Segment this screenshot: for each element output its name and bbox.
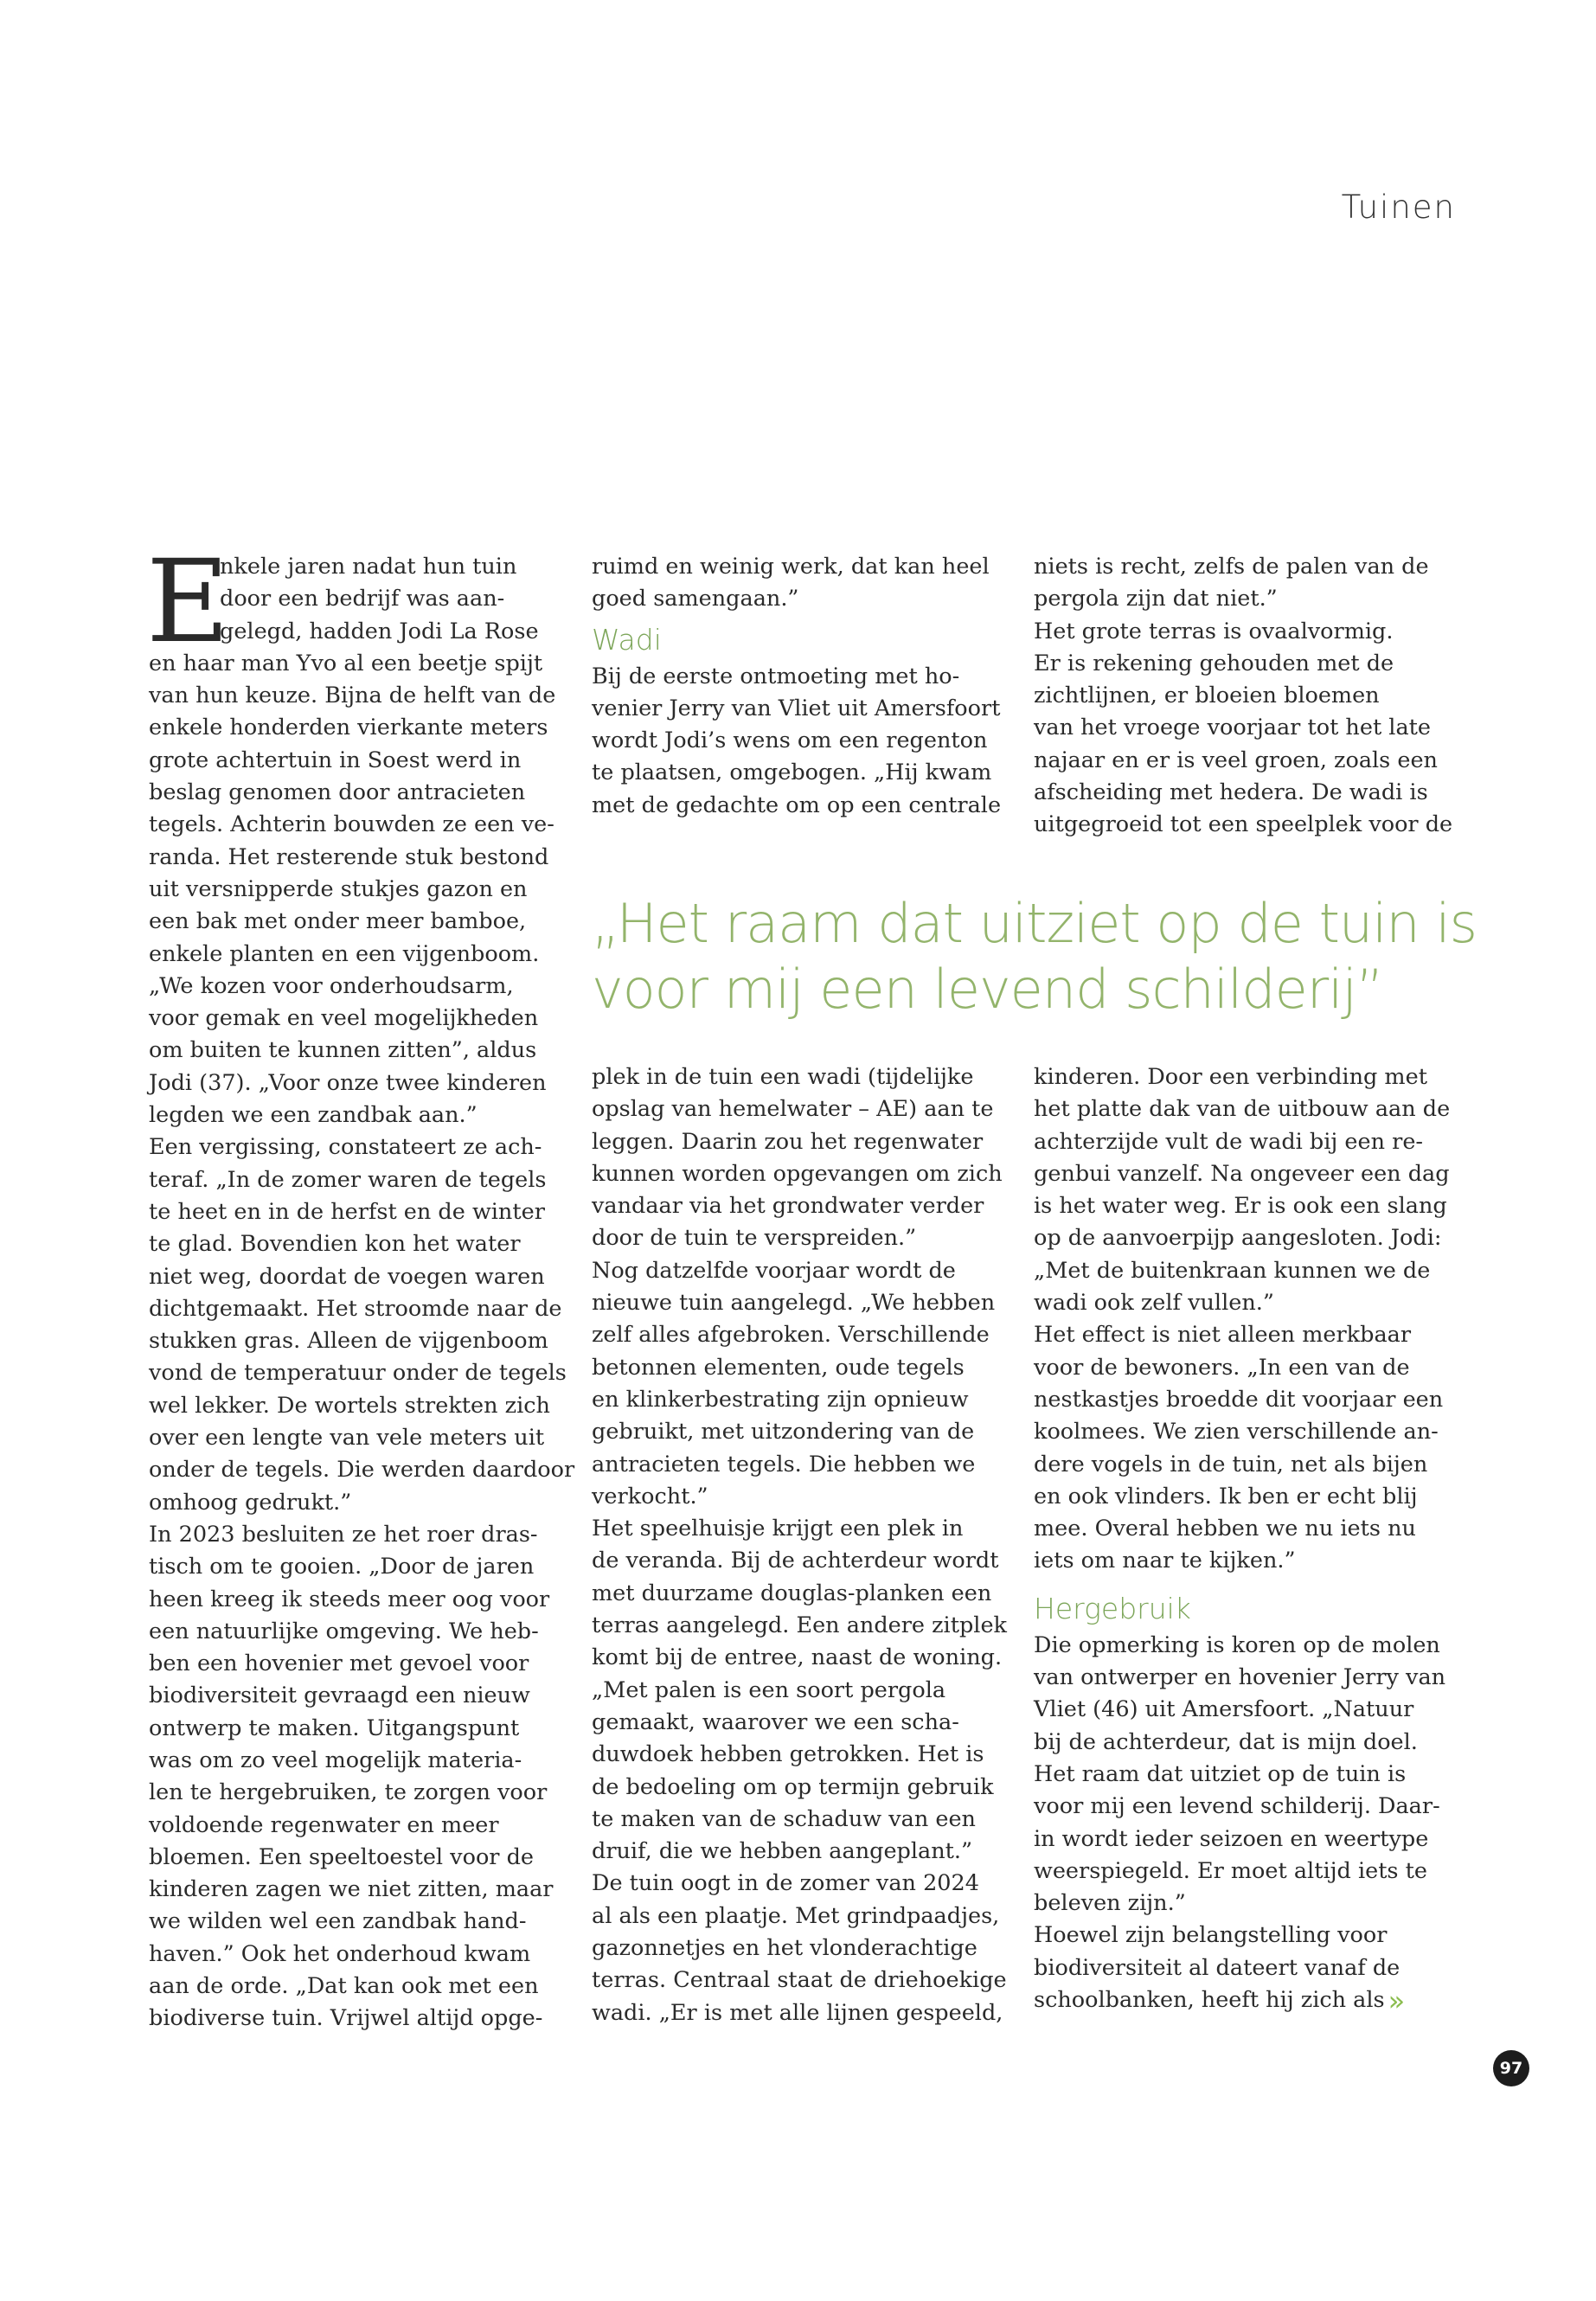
text-line-content: door een bedrijf was aan- bbox=[220, 586, 505, 612]
text-line-content: gelegd, hadden Jodi La Rose bbox=[220, 618, 539, 644]
pull-quote-line-1: „Het raam dat uitziet op de tuin is bbox=[592, 892, 1477, 955]
text-line: terras. Centraal staat de driehoekige bbox=[592, 1967, 1007, 1994]
text-line: enkele honderden vierkante meters bbox=[149, 715, 548, 741]
text-line: niets is recht, zelfs de palen van de bbox=[1034, 554, 1429, 580]
text-line: we wilden wel een zandbak hand- bbox=[149, 1908, 527, 1935]
text-line: biodiversiteit gevraagd een nieuw bbox=[149, 1682, 530, 1709]
text-line: uit versnipperde stukjes gazon en bbox=[149, 875, 528, 902]
text-line: ontwerp te maken. Uitgangspunt bbox=[149, 1715, 520, 1741]
text-line: van ontwerper en hovenier Jerry van bbox=[1034, 1664, 1446, 1691]
continue-arrow-icon: » bbox=[1388, 1984, 1406, 2018]
text-line: haven.” Ook het onderhoud kwam bbox=[149, 1940, 531, 1967]
text-line: leggen. Daarin zou het regenwater bbox=[592, 1128, 984, 1155]
text-line: te glad. Bovendien kon het water bbox=[149, 1231, 521, 1258]
text-line: kinderen zagen we niet zitten, maar bbox=[149, 1876, 554, 1903]
text-line: vond de temperatuur onder de tegels bbox=[149, 1360, 567, 1387]
text-line: stukken gras. Alleen de vijgenboom bbox=[149, 1328, 548, 1355]
text-line: afscheiding met hedera. De wadi is bbox=[1034, 779, 1428, 806]
pull-quote bbox=[592, 891, 1477, 1022]
text-line: pergola zijn dat niet.” bbox=[1034, 586, 1278, 612]
text-line: en ook vlinders. Ik ben er echt blij bbox=[1034, 1483, 1418, 1509]
text-line: en klinkerbestrating zijn opnieuw bbox=[592, 1386, 969, 1413]
text-line: Het effect is niet alleen merkbaar bbox=[1034, 1322, 1412, 1349]
text-line: „Met de buitenkraan kunnen we de bbox=[1034, 1257, 1431, 1284]
text-line: biodiversiteit al dateert vanaf de bbox=[1034, 1954, 1401, 1981]
text-line: venier Jerry van Vliet uit Amersfoort bbox=[592, 695, 1001, 721]
drop-cap: E bbox=[146, 535, 230, 669]
text-line: vandaar via het grondwater verder bbox=[592, 1193, 984, 1220]
text-line: bloemen. Een speeltoestel voor de bbox=[149, 1843, 535, 1870]
text-line: „Met palen is een soort pergola bbox=[592, 1676, 946, 1703]
text-line: beleven zijn.” bbox=[1034, 1890, 1186, 1917]
text-line: tegels. Achterin bouwden ze een ve- bbox=[149, 811, 554, 838]
text-line: iets om naar te kijken.” bbox=[1034, 1548, 1296, 1574]
text-line: opslag van hemelwater – AE) aan te bbox=[592, 1096, 994, 1123]
text-line: kinderen. Door een verbinding met bbox=[1034, 1064, 1427, 1090]
text-line: de veranda. Bij de achterdeur wordt bbox=[592, 1548, 999, 1574]
text-line: duwdoek hebben getrokken. Het is bbox=[592, 1741, 984, 1768]
text-line: komt bij de entree, naast de woning. bbox=[592, 1644, 1003, 1671]
text-line: Vliet (46) uit Amersfoort. „Natuur bbox=[1034, 1696, 1414, 1723]
text-line: achterzijde vult de wadi bij een re- bbox=[1034, 1128, 1424, 1155]
text-line: kunnen worden opgevangen om zich bbox=[592, 1160, 1003, 1187]
text-line: aan de orde. „Dat kan ook met een bbox=[149, 1973, 539, 2000]
text-line: al als een plaatje. Met grindpaadjes, bbox=[592, 1902, 1000, 1929]
text-line: uitgegroeid tot een speelplek voor de bbox=[1034, 811, 1453, 838]
text-line: Bij de eerste ontmoeting met ho- bbox=[592, 663, 960, 689]
text-line: len te hergebruiken, te zorgen voor bbox=[149, 1779, 548, 1806]
text-line: verkocht.” bbox=[592, 1483, 708, 1509]
section-label: Tuinen bbox=[1341, 189, 1456, 226]
column-3-bottom bbox=[1034, 1061, 1449, 2016]
text-line: wel lekker. De wortels strekten zich bbox=[149, 1392, 550, 1419]
text-line: door de tuin te verspreiden.” bbox=[592, 1225, 917, 1252]
text-line: Een vergissing, constateert ze ach- bbox=[149, 1134, 542, 1161]
text-line: van hun keuze. Bijna de helft van de bbox=[149, 683, 556, 709]
text-line: zelf alles afgebroken. Verschillende bbox=[592, 1322, 990, 1349]
text-line: te heet en in de herfst en de winter bbox=[149, 1198, 545, 1225]
text-line: antracieten tegels. Die hebben we bbox=[592, 1451, 976, 1477]
text-line: ruimd en weinig werk, dat kan heel bbox=[592, 554, 990, 580]
text-line: druif, die we hebben aangeplant.” bbox=[592, 1838, 973, 1865]
text-line: nestkastjes broedde dit voorjaar een bbox=[1034, 1386, 1444, 1413]
text-line: voldoende regenwater en meer bbox=[149, 1811, 499, 1838]
text-line: najaar en er is veel groen, zoals een bbox=[1034, 747, 1438, 773]
text-line: goed samengaan.” bbox=[592, 586, 799, 612]
text-line: ben een hovenier met gevoel voor bbox=[149, 1650, 529, 1677]
text-line: enkele planten en een vijgenboom. bbox=[149, 940, 540, 967]
text-line: de bedoeling om op termijn gebruik bbox=[592, 1773, 994, 1800]
text-line: tisch om te gooien. „Door de jaren bbox=[149, 1554, 535, 1580]
text-line: nieuwe tuin aangelegd. „We hebben bbox=[592, 1290, 996, 1317]
text-line: gebruikt, met uitzondering van de bbox=[592, 1419, 975, 1445]
subheading: Wadi bbox=[592, 622, 662, 657]
text-line: Het grote terras is ovaalvormig. bbox=[1034, 618, 1394, 644]
text-line: gazonnetjes en het vlonderachtige bbox=[592, 1935, 977, 1962]
text-line: omhoog gedrukt.” bbox=[149, 1489, 352, 1516]
text-line: biodiverse tuin. Vrijwel altijd opge- bbox=[149, 2005, 543, 2032]
text-line: gemaakt, waarover we een scha- bbox=[592, 1708, 959, 1735]
text-line: met duurzame douglas-planken een bbox=[592, 1580, 992, 1606]
pull-quote-line-2: voor mij een levend schilderij” bbox=[592, 958, 1383, 1021]
text-line: voor gemak en veel mogelijkheden bbox=[149, 1005, 539, 1032]
text-line: randa. Het resterende stuk bestond bbox=[149, 843, 549, 870]
text-line: het platte dak van de uitbouw aan de bbox=[1034, 1096, 1451, 1123]
text-line: dichtgemaakt. Het stroomde naar de bbox=[149, 1295, 562, 1322]
text-line: plek in de tuin een wadi (tijdelijke bbox=[592, 1064, 974, 1090]
text-line: wadi ook zelf vullen.” bbox=[1034, 1290, 1274, 1317]
text-line: koolmees. We zien verschillende an- bbox=[1034, 1419, 1439, 1445]
text-line: mee. Overal hebben we nu iets nu bbox=[1034, 1516, 1416, 1542]
text-line: wadi. „Er is met alle lijnen gespeeld, bbox=[592, 1999, 1003, 2026]
page-number: 97 bbox=[1493, 2050, 1529, 2086]
text-line: teraf. „In de zomer waren de tegels bbox=[149, 1166, 547, 1193]
text-line: heen kreeg ik steeds meer oog voor bbox=[149, 1586, 550, 1612]
text-line: legden we een zandbak aan.” bbox=[149, 1102, 478, 1129]
text-line: „We kozen voor onderhoudsarm, bbox=[149, 972, 514, 999]
text-line-content: nkele jaren nadat hun tuin bbox=[220, 554, 517, 580]
column-1 bbox=[146, 535, 575, 2035]
text-line: een bak met onder meer bamboe, bbox=[149, 908, 527, 935]
text-line: met de gedachte om op een centrale bbox=[592, 792, 1002, 818]
text-line: Nog datzelfde voorjaar wordt de bbox=[592, 1257, 956, 1284]
text-line: om buiten te kunnen zitten”, aldus bbox=[149, 1037, 537, 1064]
text-line: betonnen elementen, oude tegels bbox=[592, 1354, 965, 1381]
text-line: niet weg, doordat de voegen waren bbox=[149, 1263, 545, 1290]
text-line: een natuurlijke omgeving. We heb- bbox=[149, 1618, 539, 1644]
column-2-bottom bbox=[592, 1061, 1007, 2029]
text-line: te maken van de schaduw van een bbox=[592, 1805, 976, 1832]
text-line: op de aanvoerpijp aangesloten. Jodi: bbox=[1034, 1225, 1442, 1252]
text-line: te plaatsen, omgebogen. „Hij kwam bbox=[592, 760, 992, 786]
text-line: onder de tegels. Die werden daardoor bbox=[149, 1457, 575, 1484]
text-line: grote achtertuin in Soest werd in bbox=[149, 747, 522, 773]
text-line: van het vroege voorjaar tot het late bbox=[1034, 715, 1431, 741]
text-line: en haar man Yvo al een beetje spijt bbox=[149, 650, 543, 676]
text-line: weerspiegeld. Er moet altijd iets te bbox=[1034, 1857, 1427, 1884]
column-3-top bbox=[1034, 551, 1453, 842]
subheading: Hergebruik bbox=[1034, 1591, 1191, 1625]
text-line: voor de bewoners. „In een van de bbox=[1034, 1354, 1410, 1381]
text-line: Er is rekening gehouden met de bbox=[1034, 650, 1394, 676]
text-line: Het speelhuisje krijgt een plek in bbox=[592, 1516, 964, 1542]
text-line: genbui vanzelf. Na ongeveer een dag bbox=[1034, 1160, 1450, 1187]
text-line: dere vogels in de tuin, net als bijen bbox=[1034, 1451, 1428, 1477]
text-line: over een lengte van vele meters uit bbox=[149, 1425, 545, 1452]
text-line: zichtlijnen, er bloeien bloemen bbox=[1034, 683, 1380, 709]
text-line: in wordt ieder seizoen en weertype bbox=[1034, 1825, 1429, 1852]
text-line: wordt Jodi’s wens om een regenton bbox=[592, 727, 988, 754]
text-line: beslag genomen door antracieten bbox=[149, 779, 526, 806]
text-line: Hoewel zijn belangstelling voor bbox=[1034, 1922, 1388, 1949]
text-line: Jodi (37). „Voor onze twee kinderen bbox=[149, 1069, 547, 1096]
text-line: De tuin oogt in de zomer van 2024 bbox=[592, 1870, 979, 1897]
text-line: voor mij een levend schilderij. Daar- bbox=[1034, 1793, 1440, 1820]
column-2-top bbox=[592, 551, 1007, 822]
text-line: bij de achterdeur, dat is mijn doel. bbox=[1034, 1728, 1418, 1755]
text-line: was om zo veel mogelijk materia- bbox=[149, 1747, 522, 1773]
text-line: Die opmerking is koren op de molen bbox=[1034, 1631, 1440, 1658]
text-line: is het water weg. Er is ook een slang bbox=[1034, 1193, 1447, 1220]
text-line: schoolbanken, heeft hij zich als » bbox=[1034, 1984, 1406, 2018]
text-line: Het raam dat uitziet op de tuin is bbox=[1034, 1760, 1407, 1787]
text-line: terras aangelegd. Een andere zitplek bbox=[592, 1612, 1007, 1639]
text-line: In 2023 besluiten ze het roer dras- bbox=[149, 1521, 538, 1548]
